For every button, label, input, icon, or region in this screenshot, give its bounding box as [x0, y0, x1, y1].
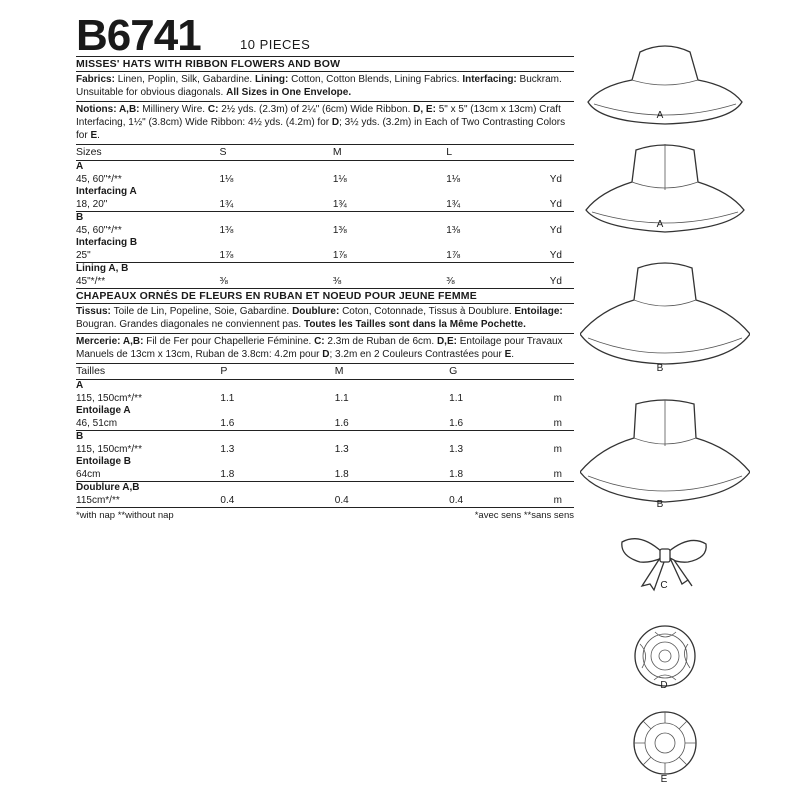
view-label-a-1: A: [656, 110, 664, 121]
bold-run-2: C:: [207, 104, 222, 115]
row-label: 18, 20": [76, 198, 108, 210]
table-row: [76, 225, 574, 238]
table-row: [76, 431, 574, 444]
bold-run-0: Fabrics:: [76, 74, 118, 85]
size-header-label: Sizes: [76, 146, 102, 159]
unit: [554, 456, 574, 469]
english-notions: [76, 102, 574, 144]
unit: [554, 405, 574, 418]
row-label: 25": [76, 249, 91, 261]
size-3-value: 1.1: [449, 392, 464, 404]
row-label: 115, 150cm*/**: [76, 392, 142, 404]
size-1-value: ⅜: [219, 275, 228, 287]
size-3-value: 0.4: [449, 494, 464, 506]
size-1-value: 0.4: [220, 494, 235, 506]
table-row: [76, 495, 574, 508]
unit-col: [554, 364, 574, 380]
size-1-value: [220, 456, 334, 469]
footnote-english: *with nap **without nap: [76, 510, 174, 521]
size-1-value: 1⅜: [219, 224, 234, 236]
table-row: [76, 237, 574, 250]
bold-run-2: C:: [314, 336, 328, 347]
pattern-number: B6741: [76, 11, 201, 60]
size-3-value: [446, 237, 550, 250]
text-run-5: Bougran. Grandes diagonales ne conviennent pas.: [76, 319, 304, 330]
size-1-value: [219, 186, 332, 199]
size-1-value: [219, 212, 332, 225]
view-label-e: E: [660, 774, 668, 785]
table-row: [76, 380, 574, 393]
size-1-value: [220, 405, 334, 418]
row-label: B: [76, 212, 219, 225]
size-3-value: [449, 431, 553, 444]
size-2-value: [333, 212, 446, 225]
size-3-value: [449, 482, 553, 495]
bold-run-0: Tissus:: [76, 306, 114, 317]
size-2-value: 1⅞: [332, 249, 347, 261]
table-row: [76, 444, 574, 457]
size-1-value: [220, 380, 334, 393]
french-yardage-table: [76, 364, 574, 507]
size-header-label: Tailles: [76, 365, 106, 378]
bold-run-8: E: [504, 349, 512, 360]
size-3-value: [446, 186, 550, 199]
french-title: CHAPEAUX ORNÉS DE FLEURS EN RUBAN ET NOEUD POUR JEUNE FEMME: [76, 290, 477, 302]
bold-run-6: D: [331, 117, 340, 128]
size-3-value: 1.6: [449, 417, 464, 429]
bold-run-6: D: [322, 349, 330, 360]
bold-run-4: D, E:: [413, 104, 439, 115]
size-2-value: 1.6: [334, 417, 349, 429]
unit: [550, 161, 574, 174]
text-column: [76, 56, 574, 524]
unit: Yd: [549, 198, 562, 210]
bold-run-2: Lining:: [255, 74, 292, 85]
table-row: [76, 250, 574, 263]
size-3-value: [449, 380, 553, 393]
text-run-5: 5" x 5" (13cm x 13cm) Craft Interfacing, 1½" (3.8cm) Wide Ribbon: 4½ yds. (4.2m) for: [76, 104, 561, 128]
size-3-value: [446, 161, 550, 174]
unit: Yd: [549, 224, 562, 236]
row-label: Entoilage B: [76, 456, 132, 467]
view-label-b-2: B: [656, 499, 664, 510]
bold-run-4: D,E:: [436, 336, 460, 347]
size-1-value: [219, 263, 332, 276]
size-col-2: M: [334, 365, 344, 378]
size-1-value: [220, 482, 334, 495]
size-2-value: 1⅜: [332, 224, 347, 236]
table-row: [76, 469, 574, 482]
size-2-value: [333, 263, 446, 276]
size-2-value: 1¾: [332, 198, 347, 210]
hat-view-b-back: [580, 398, 750, 508]
table-row: [76, 263, 574, 276]
size-1-value: 1.8: [220, 468, 235, 480]
unit: m: [553, 443, 562, 455]
view-label-b-1: B: [656, 363, 664, 374]
table-row: [76, 186, 574, 199]
size-3-value: 1¾: [446, 198, 461, 210]
text-run-3: Cotton, Cotton Blends, Lining Fabrics.: [291, 74, 463, 85]
table-row: [76, 418, 574, 431]
row-label: 45"*/**: [76, 275, 106, 287]
text-run-3: 2½ yds. (2.3m) of 2¼" (6cm) Wide Ribbon.: [221, 104, 414, 115]
row-label: B: [76, 431, 220, 444]
row-label: 115, 150cm*/**: [76, 443, 142, 455]
size-1-value: 1¾: [219, 198, 234, 210]
size-2-value: [333, 161, 446, 174]
pieces-count: 10 PIECES: [240, 37, 311, 52]
table-row: [76, 405, 574, 418]
unit: m: [553, 494, 562, 506]
size-3-value: [446, 263, 550, 276]
size-1-value: 1.6: [220, 417, 235, 429]
unit: m: [553, 468, 562, 480]
rosette-view-e: [580, 710, 750, 776]
unit-col: [550, 145, 574, 161]
row-label: A: [76, 161, 219, 174]
unit: [550, 237, 574, 250]
size-1-value: 1⅛: [219, 173, 234, 185]
row-label: Lining A, B: [76, 263, 219, 276]
table-row: [76, 456, 574, 469]
row-label: A: [76, 380, 220, 393]
text-run-9: .: [97, 130, 100, 141]
size-2-value: 1.1: [334, 392, 349, 404]
unit: [554, 482, 574, 495]
bold-run-8: E: [90, 130, 98, 141]
text-run-1: Toile de Lin, Popeline, Soie, Gabardine.: [113, 306, 293, 317]
view-label-c: C: [660, 580, 668, 591]
size-1-value: 1⅞: [219, 249, 234, 261]
size-3-value: 1.8: [449, 468, 464, 480]
text-run-1: Millinery Wire.: [142, 104, 208, 115]
size-1-value: 1.3: [220, 443, 235, 455]
table-header-row: [76, 364, 574, 380]
text-run-1: Linen, Poplin, Silk, Gabardine.: [117, 74, 255, 85]
row-label: 115cm*/**: [76, 494, 120, 506]
text-run-5: Entoilage pour Travaux Manuels de 13cm x 13cm, Ruban de 3.8cm: 4.2m pour: [76, 336, 563, 360]
unit: Yd: [549, 173, 562, 185]
size-col-1: P: [220, 365, 228, 378]
size-3-value: 1.3: [449, 443, 464, 455]
table-row: [76, 212, 574, 225]
table-header-row: [76, 145, 574, 161]
unit: [550, 186, 574, 199]
size-2-value: [333, 237, 446, 250]
row-label: Doublure A,B: [76, 482, 220, 495]
french-notions: [76, 334, 574, 363]
english-fabrics: [76, 72, 574, 101]
size-1-value: [220, 431, 334, 444]
size-col-2: M: [332, 146, 342, 159]
view-illustrations: [580, 30, 750, 790]
bold-run-4: Entoilage:: [514, 306, 563, 317]
view-label-a-2: A: [656, 219, 664, 230]
size-3-value: 1⅞: [446, 249, 461, 261]
unit: [550, 212, 574, 225]
view-label-d: D: [660, 680, 668, 691]
footnotes: [76, 510, 574, 524]
unit: [550, 263, 574, 276]
text-run-5: Buckram. Unsuitable for obvious diagonals.: [76, 74, 562, 98]
french-fabrics: [76, 304, 574, 333]
bold-run-4: Interfacing:: [462, 74, 520, 85]
row-label: Entoilage A: [76, 405, 131, 416]
text-run-7: ; 3.2m en 2 Couleurs Contrastées pour: [329, 349, 505, 360]
size-2-value: [335, 431, 449, 444]
size-3-value: 1⅜: [446, 224, 461, 236]
size-3-value: 1⅛: [446, 173, 461, 185]
rose-view-d: [580, 624, 750, 688]
text-run-7: ; 3½ yds. (3.2m) in Each of Two Contrasting Colors for: [76, 117, 566, 141]
size-2-value: [335, 456, 449, 469]
size-3-value: [449, 405, 553, 418]
size-3-value: [446, 212, 550, 225]
unit: Yd: [549, 249, 562, 261]
english-title: MISSES' HATS WITH RIBBON FLOWERS AND BOW: [76, 58, 341, 70]
size-3-value: ⅜: [446, 275, 455, 287]
row-label: Interfacing B: [76, 237, 138, 248]
table-row: [76, 393, 574, 406]
row-label: 46, 51cm: [76, 417, 118, 429]
row-label: 45, 60"*/**: [76, 173, 122, 185]
size-2-value: 1.8: [334, 468, 349, 480]
english-yardage-table: [76, 145, 574, 288]
bold-run-0: Mercerie: A,B:: [76, 336, 147, 347]
text-run-3: Coton, Cotonnade, Tissus à Doublure.: [342, 306, 515, 317]
size-2-value: [335, 482, 449, 495]
bold-run-6: All Sizes in One Envelope.: [226, 87, 352, 98]
row-label: 45, 60"*/**: [76, 224, 122, 236]
text-run-1: Fil de Fer pour Chapellerie Féminine.: [146, 336, 315, 347]
row-label: 64cm: [76, 468, 101, 480]
text-run-3: 2.3m de Ruban de 6cm.: [327, 336, 437, 347]
table-row: [76, 199, 574, 212]
unit: Yd: [549, 275, 562, 287]
unit: m: [553, 392, 562, 404]
bold-run-2: Doublure:: [292, 306, 343, 317]
table-row: [76, 174, 574, 187]
table-row: [76, 276, 574, 289]
size-col-1: S: [219, 146, 227, 159]
bold-run-6: Toutes les Tailles sont dans la Même Pochette.: [303, 319, 526, 330]
size-2-value: ⅜: [332, 275, 342, 287]
footnote-french: *avec sens **sans sens: [474, 510, 574, 521]
size-1-value: 1.1: [220, 392, 235, 404]
text-run-9: .: [511, 349, 515, 360]
size-1-value: [219, 237, 332, 250]
size-2-value: [333, 186, 446, 199]
size-2-value: 0.4: [334, 494, 349, 506]
size-col-3: G: [449, 365, 458, 378]
size-3-value: [449, 456, 553, 469]
table-row: [76, 161, 574, 174]
size-2-value: 1.3: [334, 443, 349, 455]
size-col-3: L: [446, 146, 453, 159]
unit: m: [553, 417, 562, 429]
hat-view-b-front: [580, 258, 750, 368]
table-row: [76, 482, 574, 495]
size-1-value: [219, 161, 332, 174]
unit: [554, 431, 574, 444]
size-2-value: 1⅛: [332, 173, 347, 185]
size-2-value: [335, 405, 449, 418]
bold-run-0: Notions: A,B:: [76, 104, 143, 115]
size-2-value: [335, 380, 449, 393]
unit: [554, 380, 574, 393]
row-label: Interfacing A: [76, 186, 137, 197]
